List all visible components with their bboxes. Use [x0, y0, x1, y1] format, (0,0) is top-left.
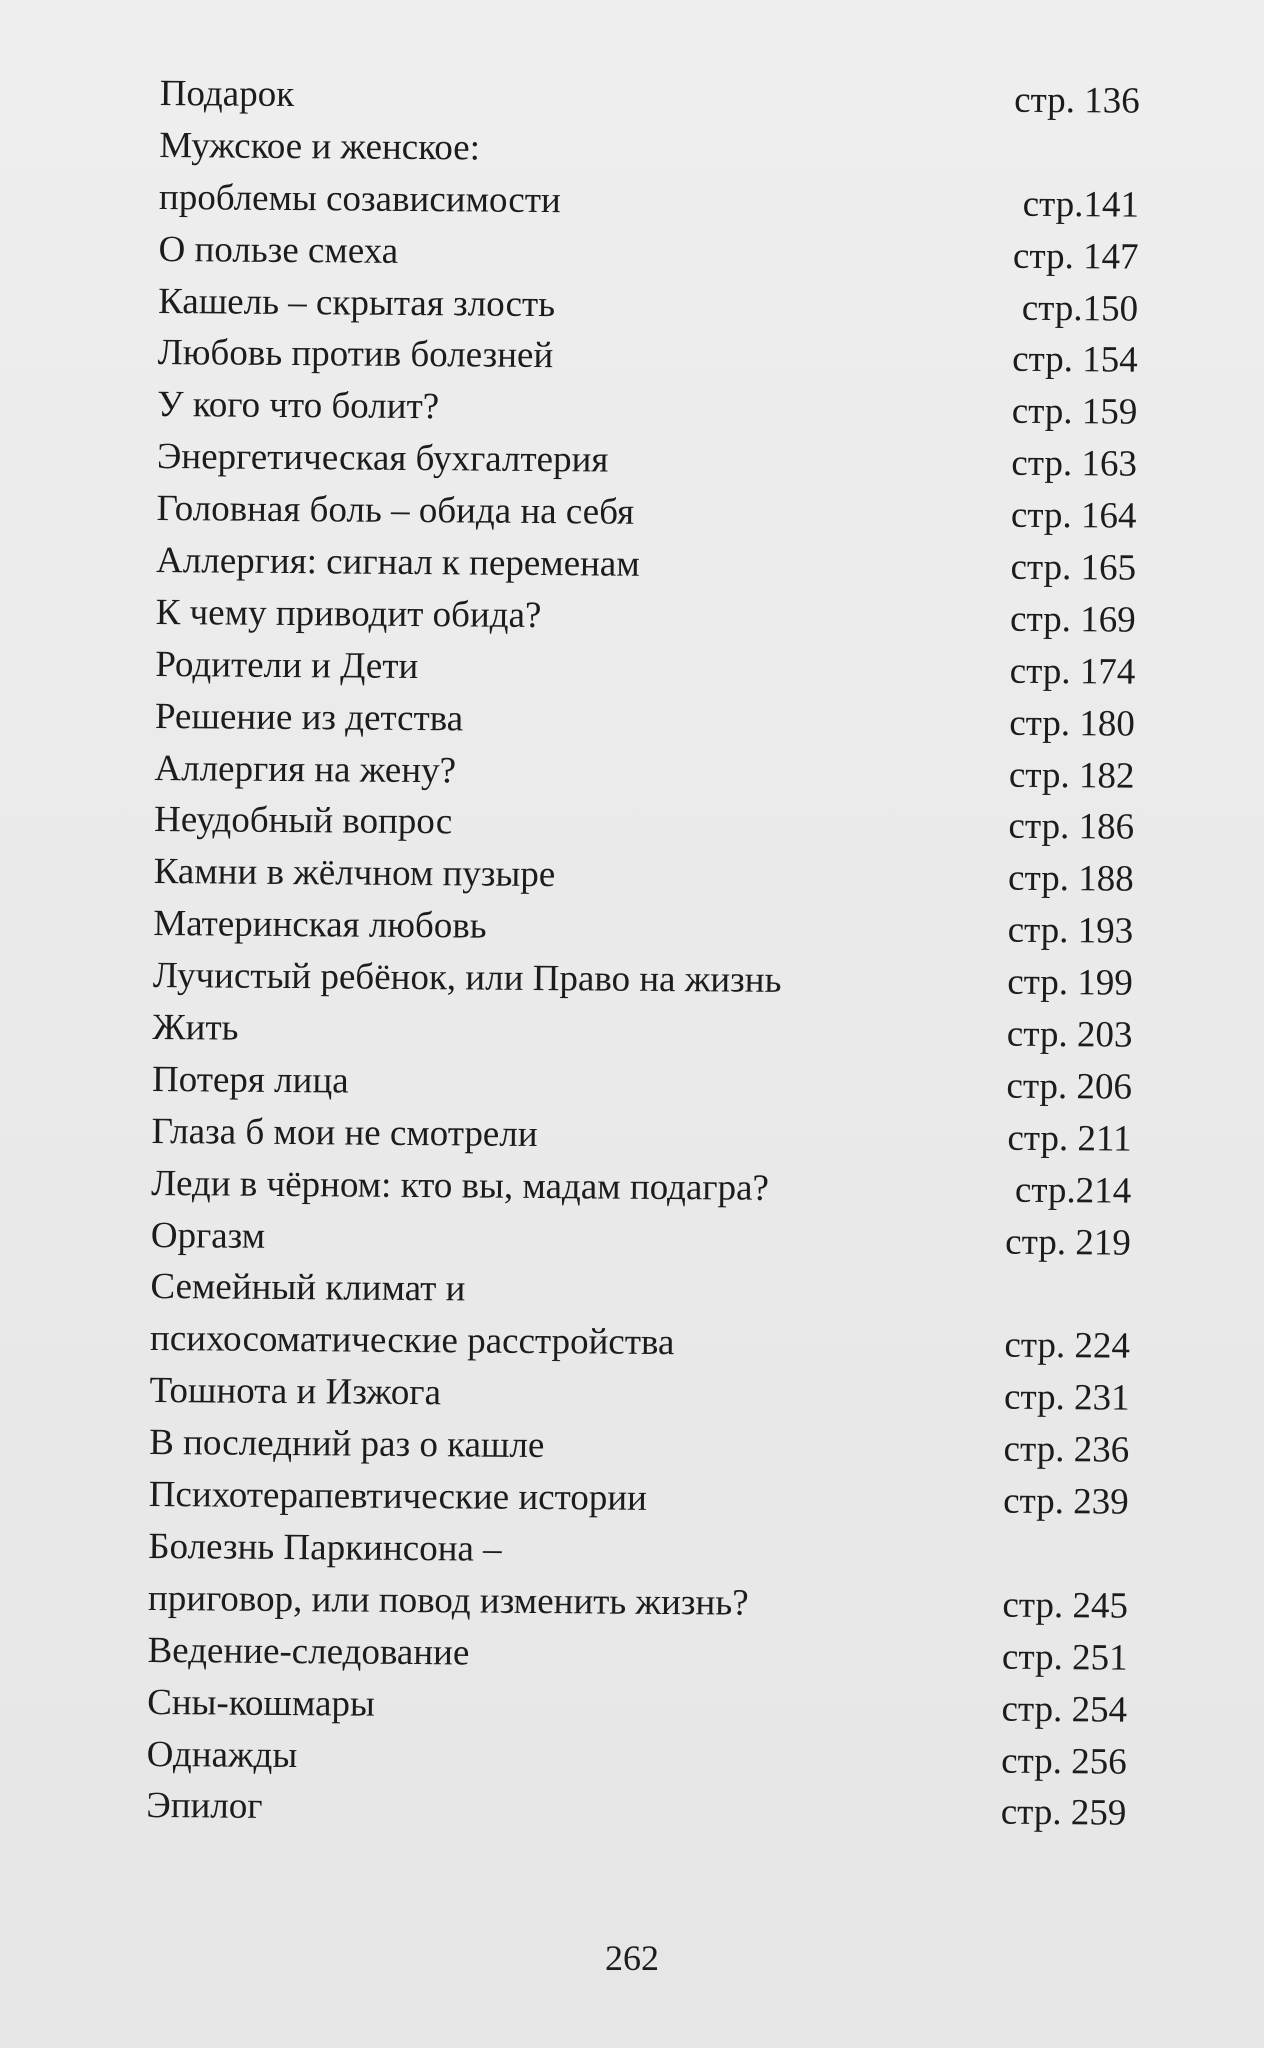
toc-title: Мужское и женское:: [159, 124, 481, 169]
toc-row: [148, 1573, 1128, 1633]
toc-row: [149, 1417, 1129, 1477]
toc-title: Леди в чёрном: кто вы, мадам подагра?: [151, 1162, 770, 1209]
toc-title: Камни в жёлчном пузыре: [153, 851, 556, 896]
toc-title: приговор, или повод изменить жизнь?: [147, 1577, 749, 1624]
toc-row: [147, 1677, 1127, 1737]
toc-row: [149, 1469, 1129, 1529]
toc-page: стр. 224: [1004, 1325, 1131, 1368]
toc-row: [158, 224, 1138, 284]
toc-row: [147, 1625, 1127, 1685]
toc-row: [158, 276, 1138, 336]
toc-page: стр. 188: [1007, 858, 1134, 901]
toc-title: Сны-кошмары: [147, 1681, 376, 1725]
toc-title: Неудобный вопрос: [153, 799, 453, 843]
toc-row: [151, 1106, 1131, 1166]
toc-page: стр. 159: [1011, 391, 1138, 434]
toc-page: стр.214: [1014, 1169, 1132, 1212]
toc-title: Аллергия: сигнал к переменам: [155, 540, 640, 585]
toc-page: стр. 254: [1001, 1688, 1128, 1731]
toc-title: У кого что болит?: [157, 384, 440, 428]
toc-row: [151, 1210, 1131, 1270]
toc-page: стр. 199: [1007, 961, 1134, 1004]
toc-title: Тошнота и Изжога: [149, 1370, 442, 1414]
toc-title: Энергетическая бухгалтерия: [156, 436, 609, 481]
toc-row: [156, 483, 1136, 543]
toc-page: стр. 174: [1009, 650, 1136, 693]
toc-page: стр. 147: [1012, 235, 1139, 278]
toc-page: стр. 180: [1009, 702, 1136, 745]
toc-page: стр. 231: [1003, 1376, 1130, 1419]
toc-row: [158, 327, 1138, 387]
toc-title: Кашель – скрытая злость: [158, 280, 556, 325]
toc-title: Эпилог: [146, 1785, 263, 1828]
toc-row: [157, 379, 1137, 439]
toc-page: стр. 165: [1010, 546, 1137, 589]
page-number: 262: [605, 1938, 659, 1978]
toc-page: стр. 256: [1001, 1740, 1127, 1783]
toc-title: Потеря лица: [151, 1058, 349, 1102]
toc-title: Оргазм: [150, 1214, 266, 1257]
toc-page: стр. 251: [1001, 1636, 1128, 1679]
toc-title: Болезнь Паркинсона –: [148, 1525, 502, 1570]
toc-title: Головная боль – обида на себя: [156, 488, 635, 533]
toc-title: Лучистый ребёнок, или Право на жизнь: [152, 955, 782, 1002]
toc-page: стр. 259: [1000, 1792, 1127, 1835]
toc-page: стр. 182: [1008, 754, 1135, 797]
toc-row: [153, 950, 1133, 1010]
toc-title: Родители и Дети: [155, 643, 419, 687]
toc-page: стр. 154: [1012, 339, 1138, 382]
table-of-contents: [146, 68, 1140, 1840]
toc-title: Аллергия на жену?: [154, 747, 457, 791]
toc-title: Жить: [152, 1007, 239, 1049]
toc-title: Решение из детства: [154, 695, 464, 740]
toc-row: [156, 535, 1136, 595]
toc-page: стр. 211: [1007, 1117, 1132, 1160]
toc-row: [148, 1521, 1128, 1581]
toc-row: [152, 1054, 1132, 1114]
toc-row: [157, 431, 1137, 491]
toc-page: стр.150: [1021, 287, 1139, 330]
toc-row: [159, 172, 1139, 232]
toc-title: Материнская любовь: [153, 903, 487, 947]
toc-title: психосоматические расстройства: [149, 1318, 675, 1364]
toc-row: [147, 1728, 1127, 1788]
toc-row: [151, 1158, 1131, 1218]
toc-title: О пользе смеха: [158, 228, 399, 272]
toc-row: [160, 68, 1140, 128]
toc-row: [146, 1780, 1126, 1840]
toc-page: стр. 219: [1005, 1221, 1131, 1264]
toc-row: [150, 1313, 1130, 1373]
toc-row: [154, 743, 1134, 803]
toc-page: стр. 193: [1007, 909, 1134, 952]
toc-row: [156, 587, 1136, 647]
toc-row: [155, 639, 1135, 699]
toc-row: [153, 898, 1133, 958]
toc-page: стр. 236: [1003, 1428, 1130, 1471]
toc-title: Семейный климат и: [150, 1266, 466, 1310]
toc-title: проблемы созависимости: [158, 176, 561, 221]
toc-page: стр. 169: [1009, 598, 1136, 641]
toc-row: [150, 1261, 1130, 1321]
toc-row: [154, 794, 1134, 854]
toc-row: [155, 691, 1135, 751]
toc-page: стр. 245: [1002, 1584, 1129, 1627]
toc-page: стр. 163: [1011, 442, 1138, 485]
toc-title: Ведение-следование: [147, 1629, 470, 1674]
toc-page: стр.141: [1022, 183, 1140, 226]
toc-page: стр. 239: [1003, 1480, 1129, 1523]
toc-page: стр. 186: [1008, 806, 1135, 849]
toc-title: Глаза б мои не смотрели: [151, 1110, 538, 1155]
toc-row: [149, 1365, 1129, 1425]
toc-page: стр. 203: [1006, 1013, 1133, 1056]
toc-page: стр. 164: [1010, 494, 1137, 537]
toc-row: [159, 120, 1139, 180]
toc-page: стр. 136: [1014, 79, 1140, 122]
toc-row: [153, 846, 1133, 906]
toc-title: К чему приводит обида?: [155, 591, 542, 636]
toc-page: стр. 206: [1006, 1065, 1133, 1108]
toc-title: Любовь против болезней: [157, 332, 554, 377]
toc-row: [152, 1002, 1132, 1062]
toc-title: Однажды: [146, 1733, 298, 1776]
toc-title: Психотерапевтические истории: [148, 1474, 648, 1519]
toc-title: В последний раз о кашле: [149, 1422, 545, 1467]
toc-title: Подарок: [159, 72, 295, 116]
